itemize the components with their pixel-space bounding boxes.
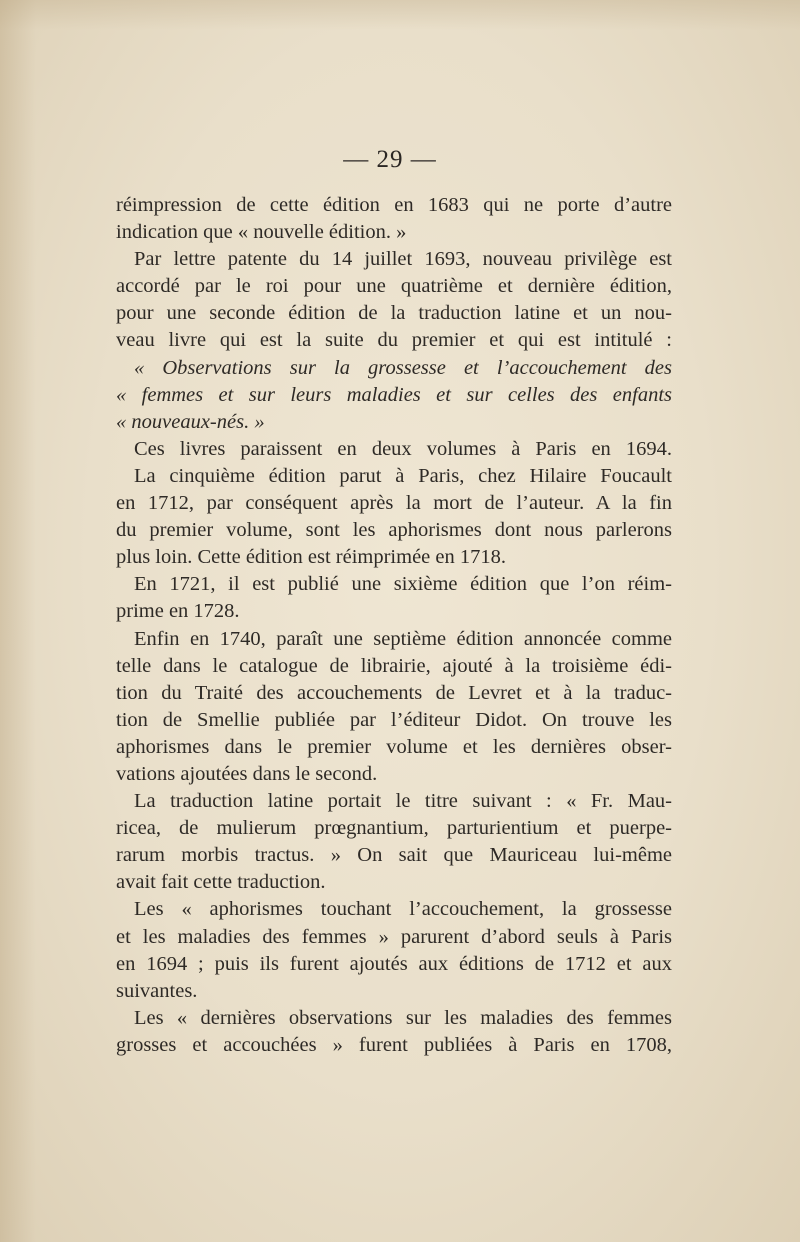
text-line: tion de Smellie publiée par l’éditeur Didot. On trouve les <box>116 708 672 731</box>
page-number: — 29 — <box>343 146 437 173</box>
text-line: tion du Traité des accouchements de Levret et à la traduc- <box>116 681 672 704</box>
text-line: La cinquième édition parut à Paris, chez Hilaire Foucault <box>134 464 672 487</box>
text-line: indication que « nouvelle édition. » <box>116 221 407 244</box>
text-line: rarum morbis tractus. » On sait que Mauriceau lui-même <box>116 844 672 867</box>
text-line: du premier volume, sont les aphorismes dont nous parlerons <box>116 519 672 542</box>
text-line: vations ajoutées dans le second. <box>116 762 378 785</box>
text-line: et les maladies des femmes » parurent d’abord seuls à Paris <box>116 925 672 948</box>
text-line: aphorismes dans le premier volume et les dernières obser- <box>116 735 672 758</box>
text-line: Par lettre patente du 14 juillet 1693, nouveau privilège est <box>134 248 672 271</box>
text-line: Ces livres paraissent en deux volumes à Paris en 1694. <box>134 437 672 460</box>
text-line: La traduction latine portait le titre suivant : « Fr. Mau- <box>134 790 672 813</box>
text-line: accordé par le roi pour une quatrième et dernière édition, <box>116 275 672 298</box>
text-line: « Observations sur la grossesse et l’accouchement des <box>134 356 672 379</box>
page-shadow-top <box>0 0 800 30</box>
text-line: « nouveaux-nés. » <box>116 410 265 433</box>
text-line: grosses et accouchées » furent publiées à Paris en 1708, <box>116 1033 672 1056</box>
body-text <box>116 192 672 1059</box>
text-line: en 1694 ; puis ils furent ajoutés aux éditions de 1712 et aux <box>116 952 672 975</box>
text-line: en 1712, par conséquent après la mort de l’auteur. A la fin <box>116 492 672 515</box>
text-line: plus loin. Cette édition est réimprimée en 1718. <box>116 546 506 569</box>
text-line: prime en 1728. <box>116 600 240 623</box>
page-shadow-left <box>0 0 36 1242</box>
text-line: suivantes. <box>116 979 198 1002</box>
text-line: ricea, de mulierum prœgnantium, parturientium et puerpe- <box>116 817 672 840</box>
text-line: « femmes et sur leurs maladies et sur celles des enfants <box>116 383 672 406</box>
text-line: Enfin en 1740, paraît une septième édition annoncée comme <box>134 627 672 650</box>
text-line: veau livre qui est la suite du premier et qui est intitulé : <box>116 329 672 352</box>
text-line: réimpression de cette édition en 1683 qui ne porte d’autre <box>116 194 672 216</box>
text-line: Les « aphorismes touchant l’accouchement, la grossesse <box>134 898 672 921</box>
text-line: pour une seconde édition de la traduction latine et un nou- <box>116 302 672 325</box>
text-line: Les « dernières observations sur les maladies des femmes <box>134 1006 672 1029</box>
text-line: telle dans le catalogue de librairie, ajouté à la troisième édi- <box>116 654 672 677</box>
text-line: avait fait cette traduction. <box>116 871 326 894</box>
text-line: En 1721, il est publié une sixième édition que l’on réim- <box>134 573 672 596</box>
